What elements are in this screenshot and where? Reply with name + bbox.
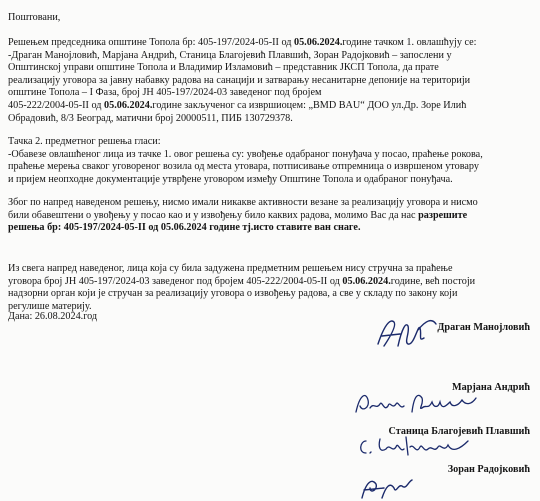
paragraph-4-line bbox=[8, 276, 532, 289]
paragraph-1-line: општине Топола – I Фаза, број ЈН 405-197/2024-03 заведеног под бројем bbox=[8, 87, 322, 99]
paragraph-4-line: Из свега напред наведеног, лица која су била задужена предметним решењем нису стручна за праћење bbox=[8, 263, 453, 274]
paragraph-2 bbox=[8, 136, 532, 186]
signature-3-handwriting bbox=[356, 433, 476, 459]
paragraph-3 bbox=[8, 197, 532, 235]
signature-4-handwriting bbox=[356, 476, 416, 500]
text-segment: уговора број ЈН 405-197/2024-03 заведеног под бројем 405-222/2004-05-II од bbox=[8, 275, 343, 287]
greeting: Поштовани, bbox=[8, 12, 61, 23]
paragraph-4-line: надзорни орган који је стручан за реализацију уговора о извођењу радова, а све у складу по закону који bbox=[8, 288, 458, 300]
paragraph-1-line bbox=[8, 100, 532, 113]
bold-date: 05.06.2024. bbox=[293, 37, 343, 48]
paragraph-1-line: реализацију уговора за јавну набавку радова на санацији и затварању несанитарне депоније на територији bbox=[8, 74, 471, 86]
paragraph-1 bbox=[8, 37, 532, 125]
signatory-2-name: Марјана Андрић bbox=[452, 382, 530, 393]
paragraph-1-line bbox=[8, 37, 532, 50]
paragraph-4-line: регулише материју. bbox=[8, 300, 92, 312]
signatory-3-name: Станица Благојевић Плавшић bbox=[388, 426, 530, 437]
paragraph-1-line: Обрадовић, 8/3 Београд, матични број 20000511, ПИБ 130729378. bbox=[8, 112, 293, 124]
text-segment: били обавештени о увођењу у посао као и у извођењу било каквих радова, молимо Вас да нас bbox=[8, 209, 419, 221]
text-segment: године тачком 1. овлашћују се: bbox=[342, 37, 477, 48]
paragraph-2-line: и пријем неопходне документације утврђене уговором између Општине Топола и одабраног понуђача. bbox=[8, 173, 453, 185]
paragraph-2-line: Тачка 2. предметног решења гласи: bbox=[8, 136, 161, 147]
bold-date: 05.06.2024. bbox=[342, 275, 391, 287]
signature-1-handwriting bbox=[374, 316, 444, 350]
paragraph-1-line: -Драган Манојловић, Марјана Андрић, Станица Благојевић Плавшић, Зоран Радојковић – запослени у bbox=[8, 49, 452, 61]
paragraph-4 bbox=[8, 263, 532, 313]
signatory-1-name: Драган Манојловић bbox=[437, 322, 530, 333]
text-segment: године закљученог са извршиоцем: „BMD BAU“ ДОО ул.Др. Зоре Илић bbox=[152, 99, 467, 111]
document-date: Дана: 26.08.2024.год bbox=[8, 311, 98, 322]
paragraph-1-line: Општинској управи општине Топола и Владимир Изламовић – представник ЈКСП Топола, да прате bbox=[8, 62, 439, 74]
paragraph-2-line: -Обавезе овлашћеног лица из тачке 1. овог решења су: увођење одабраног понуђача у посао, праћење рокова, bbox=[8, 148, 483, 160]
text-segment: 405-222/2004-05-II од bbox=[8, 99, 104, 111]
signatory-4-name: Зоран Радојковић bbox=[447, 464, 530, 475]
signature-2-handwriting bbox=[352, 388, 482, 418]
paragraph-3-line: решења бр: 405-197/2024-05-II од 05.06.2024 године тј.исто ставите ван снаге. bbox=[8, 222, 361, 234]
text-segment: Решењем председника општине Топола бр: 405-197/2024-05-II од bbox=[8, 37, 294, 48]
bold-text: разрешите bbox=[418, 209, 468, 221]
paragraph-3-line bbox=[8, 210, 532, 223]
text-segment: године, већ постоји bbox=[390, 275, 476, 287]
bold-date: 05.06.2024. bbox=[104, 99, 153, 111]
paragraph-2-line: праћење мерења сваког уговореног возила од места утовара, потписивање отпремница о извршеном утовару bbox=[8, 161, 479, 173]
paragraph-3-line: Због по напред наведеном решењу, нисмо имали никакве активности везане за реализацију уговора и нисмо bbox=[8, 197, 478, 208]
